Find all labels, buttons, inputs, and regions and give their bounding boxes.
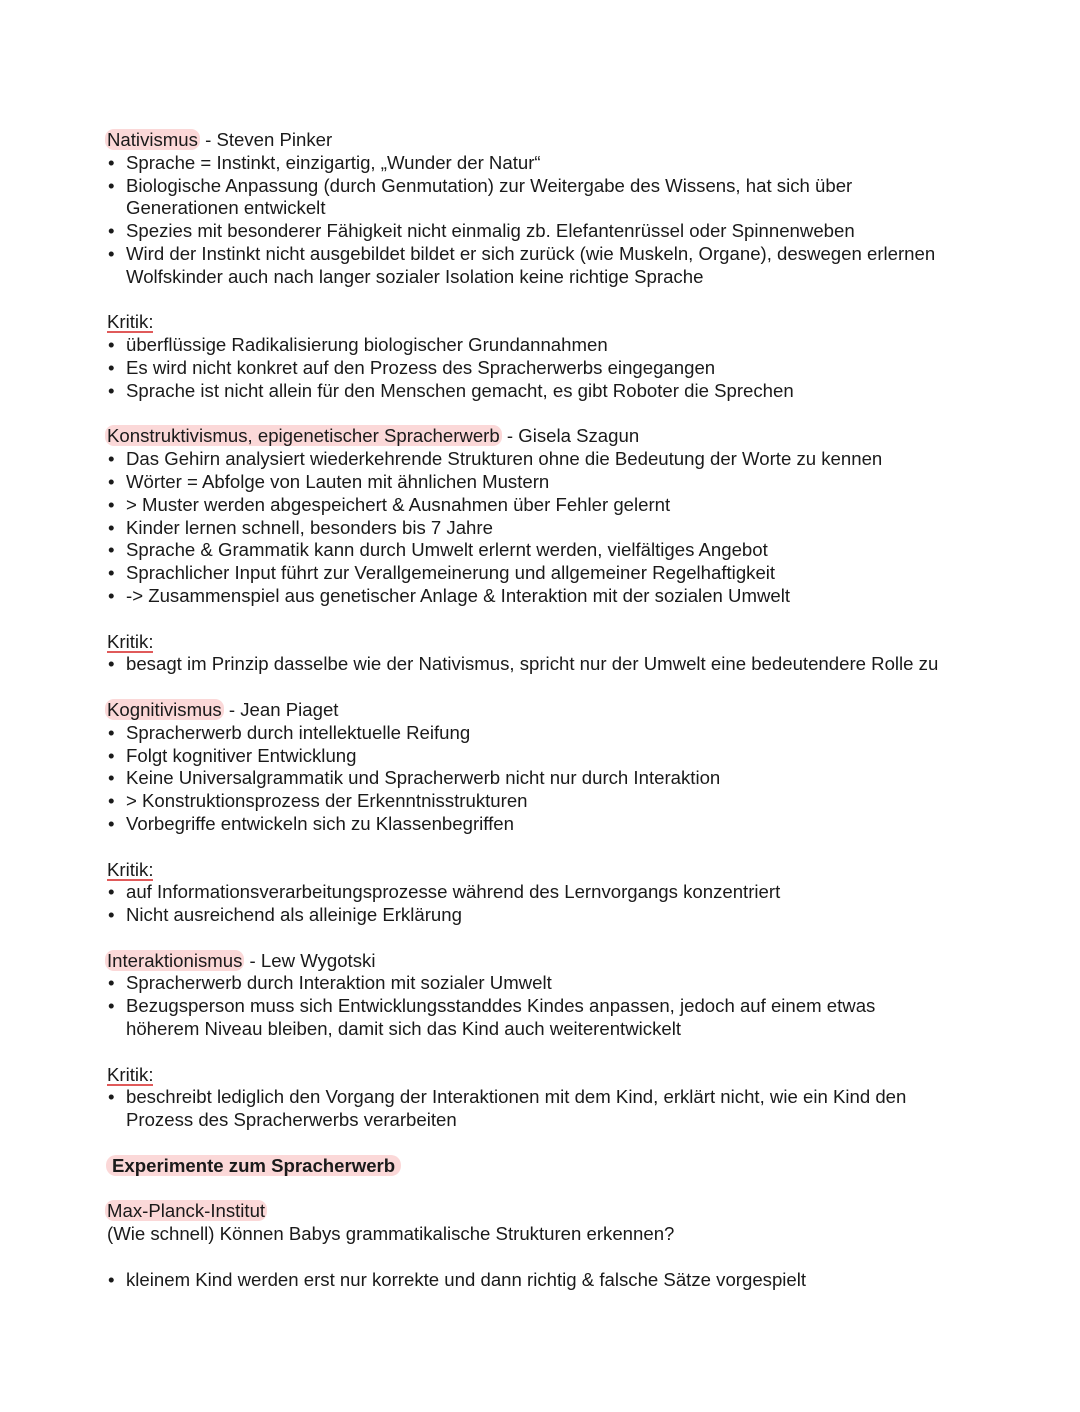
list-item (107, 517, 1007, 540)
kritik-list (107, 334, 1007, 402)
experiments-heading: Experimente zum Spracherwerb (107, 1155, 1007, 1178)
list-item (107, 1086, 1007, 1132)
list-item-text: Das Gehirn analysiert wiederkehrende Strukturen ohne die Bedeutung der Worte zu kennen (126, 448, 883, 470)
list-item-text: Kinder lernen schnell, besonders bis 7 Jahre (126, 516, 493, 538)
bullet-icon: • (108, 174, 115, 196)
kritik-heading: Kritik: (107, 630, 154, 652)
bullet-icon: • (108, 584, 115, 606)
bullet-icon: • (108, 812, 115, 834)
list-item (107, 1269, 1007, 1292)
bullet-icon: • (108, 356, 115, 378)
list-item-text: Keine Universalgrammatik und Spracherwerb nicht nur durch Interaktion (126, 767, 721, 789)
bullet-icon: • (108, 790, 115, 812)
list-item (107, 471, 1007, 494)
section-kognitivismus (107, 699, 1007, 927)
section-konstruktivismus (107, 425, 1007, 676)
section-heading (107, 699, 1007, 722)
list-item-text: Wörter = Abfolge von Lauten mit ähnlichen Mustern (126, 470, 550, 492)
list-item-text: Folgt kognitiver Entwicklung (126, 744, 357, 766)
bullet-icon: • (108, 470, 115, 492)
list-item-text: -> Zusammenspiel aus genetischer Anlage & Interaktion mit der sozialen Umwelt (126, 584, 791, 606)
list-item-text: Nicht ausreichend als alleinige Erklärung (126, 904, 462, 926)
kritik-list (107, 881, 1007, 927)
list-item-text: Biologische Anpassung (durch Genmutation) zur Weitergabe des Wissens, hat sich über (126, 174, 853, 196)
list-item-text: Es wird nicht konkret auf den Prozess des Spracherwerbs eingegangen (126, 356, 716, 378)
bullet-list (107, 152, 1007, 289)
author-name: - Lew Wygotski (244, 949, 376, 971)
bullet-icon: • (108, 151, 115, 173)
list-item-text: höherem Niveau bleiben, damit sich das Kind auch weiterentwickelt (126, 1018, 682, 1040)
bullet-icon: • (108, 334, 115, 356)
list-item-text: Generationen entwickelt (126, 197, 326, 219)
bullet-icon: • (108, 972, 115, 994)
section-heading (107, 425, 1007, 448)
list-item-text: > Konstruktionsprozess der Erkenntnisstrukturen (126, 790, 528, 812)
bullet-icon: • (108, 493, 115, 515)
author-name: - Jean Piaget (223, 698, 339, 720)
bullet-icon: • (108, 220, 115, 242)
list-item-text: Wolfskinder auch nach langer sozialer Isolation keine richtige Sprache (126, 265, 704, 287)
list-item-text: Sprache ist nicht allein für den Menschen gemacht, es gibt Roboter die Sprechen (126, 379, 794, 401)
list-item (107, 722, 1007, 745)
list-item (107, 813, 1007, 836)
bullet-icon: • (108, 721, 115, 743)
highlighted-term: Konstruktivismus, epigenetischer Spracherwerb (107, 425, 500, 447)
bullet-icon: • (108, 1268, 115, 1290)
kritik-list (107, 653, 1007, 676)
list-item (107, 539, 1007, 562)
bullet-list (107, 1269, 1007, 1292)
section-heading (107, 950, 1007, 973)
list-item-text: Spracherwerb durch intellektuelle Reifung (126, 721, 471, 743)
bullet-icon: • (108, 881, 115, 903)
list-item (107, 220, 1007, 243)
list-item-text: beschreibt lediglich den Vorgang der Interaktionen mit dem Kind, erklärt nicht, wie ein Kind den (126, 1086, 907, 1108)
list-item (107, 494, 1007, 517)
list-item (107, 790, 1007, 813)
bullet-icon: • (108, 516, 115, 538)
list-item (107, 585, 1007, 608)
list-item-text: Sprache & Grammatik kann durch Umwelt erlernt werden, vielfältiges Angebot (126, 539, 768, 561)
list-item (107, 904, 1007, 927)
bullet-icon: • (108, 1086, 115, 1108)
list-item (107, 562, 1007, 585)
list-item (107, 745, 1007, 768)
section-nativismus (107, 129, 1007, 403)
bullet-icon: • (108, 744, 115, 766)
list-item (107, 334, 1007, 357)
list-item (107, 448, 1007, 471)
list-item-text: Vorbegriffe entwickeln sich zu Klassenbegriffen (126, 812, 514, 834)
list-item (107, 653, 1007, 676)
highlighted-term: Kognitivismus (107, 698, 222, 720)
list-item (107, 767, 1007, 790)
institute-heading: Max-Planck-Institut (107, 1200, 266, 1222)
list-item-text: Spezies mit besonderer Fähigkeit nicht einmalig zb. Elefantenrüssel oder Spinnenweben (126, 220, 855, 242)
section-experimente (107, 1155, 1007, 1292)
bullet-list (107, 722, 1007, 836)
list-item (107, 995, 1007, 1041)
kritik-list (107, 1086, 1007, 1132)
bullet-icon: • (108, 539, 115, 561)
author-name: - Gisela Szagun (501, 425, 640, 447)
list-item (107, 357, 1007, 380)
list-item (107, 972, 1007, 995)
list-item (107, 152, 1007, 175)
list-item-text: kleinem Kind werden erst nur korrekte und dann richtig & falsche Sätze vorgespielt (126, 1268, 807, 1290)
list-item (107, 243, 1007, 289)
research-question: (Wie schnell) Können Babys grammatikalische Strukturen erkennen? (107, 1223, 675, 1245)
author-name: - Steven Pinker (199, 129, 333, 150)
highlighted-term: Interaktionismus (107, 949, 243, 971)
list-item-text: besagt im Prinzip dasselbe wie der Nativismus, spricht nur der Umwelt eine bedeutendere Rolle zu (126, 653, 939, 675)
bullet-icon: • (108, 767, 115, 789)
document-page (107, 129, 1007, 1292)
section-interaktionismus (107, 950, 1007, 1132)
kritik-heading: Kritik: (107, 1063, 154, 1085)
bullet-icon: • (108, 242, 115, 264)
list-item-text: Sprache = Instinkt, einzigartig, „Wunder der Natur“ (126, 151, 541, 173)
bullet-list (107, 972, 1007, 1040)
list-item-text: Prozess des Spracherwerbs verarbeiten (126, 1109, 457, 1131)
list-item (107, 881, 1007, 904)
list-item-text: überflüssige Radikalisierung biologischer Grundannahmen (126, 334, 608, 356)
list-item-text: Bezugsperson muss sich Entwicklungsstanddes Kindes anpassen, jedoch auf einem etwas (126, 995, 876, 1017)
kritik-heading: Kritik: (107, 858, 154, 880)
list-item-text: Spracherwerb durch Interaktion mit sozialer Umwelt (126, 972, 552, 994)
list-item (107, 175, 1007, 221)
list-item-text: Wird der Instinkt nicht ausgebildet bildet er sich zurück (wie Muskeln, Organe), deswegen erlernen (126, 242, 936, 264)
bullet-icon: • (108, 562, 115, 584)
section-heading (107, 129, 1007, 152)
list-item-text: Sprachlicher Input führt zur Verallgemeinerung und allgemeiner Regelhaftigkeit (126, 562, 776, 584)
bullet-list (107, 448, 1007, 608)
bullet-icon: • (108, 995, 115, 1017)
bullet-icon: • (108, 904, 115, 926)
bullet-icon: • (108, 448, 115, 470)
list-item-text: auf Informationsverarbeitungsprozesse während des Lernvorgangs konzentriert (126, 881, 781, 903)
bullet-icon: • (108, 653, 115, 675)
list-item-text: > Muster werden abgespeichert & Ausnahmen über Fehler gelernt (126, 493, 671, 515)
bullet-icon: • (108, 379, 115, 401)
kritik-heading: Kritik: (107, 311, 154, 333)
highlighted-term: Nativismus (107, 129, 198, 150)
list-item (107, 380, 1007, 403)
